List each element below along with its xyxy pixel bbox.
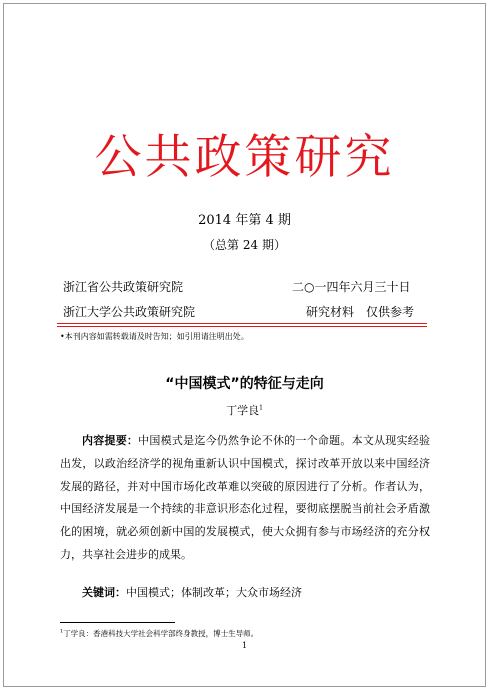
total-issue-number: （总第 24 期） xyxy=(203,238,286,252)
footnote-text: 丁学良：香港科技大学社会科学部终身教授，博士生导师。 xyxy=(63,629,259,638)
footnote xyxy=(60,628,258,639)
keywords-text: 中国模式；体制改革；大众市场经济 xyxy=(126,586,302,599)
journal-title: 公共政策研究 xyxy=(94,130,395,185)
keywords-label: 关键词： xyxy=(82,586,126,599)
reprint-notice: •本刊内容如需转载请及时告知；如引用请注明出处。 xyxy=(60,332,249,341)
author-line xyxy=(0,402,489,418)
author-footnote-mark: 1 xyxy=(259,404,263,412)
red-divider-top xyxy=(57,323,427,324)
abstract-label: 内容提要： xyxy=(82,434,139,447)
abstract-text: 中国模式是迄今仍然争论不休的一个命题。本文从现实经验出发，以政治经济学的视角重新认识中国模式，探讨改革开放以来中国经济发展的路径，并对中国市场化改革难以突破的原因进行了分析。作者认为，中国经济发展是一个持续的非意识形态化过程，要彻底摆脱当前社会矛盾激化的困境，就必须创新中国的发展模式，使大众拥有参与市场经济的充分权力，共享社会进步的成果。 xyxy=(60,434,431,561)
author-name: 丁学良 xyxy=(226,404,260,417)
publisher-org-1: 浙江省公共政策研究院 xyxy=(63,280,184,294)
abstract xyxy=(60,430,430,567)
article-title: “中国模式”的特征与走向 xyxy=(165,376,324,392)
issue-number: 2014 年第 4 期 xyxy=(198,213,291,228)
footnote-rule xyxy=(60,622,175,623)
publish-date: 二○一四年六月三十日 xyxy=(292,280,411,294)
reference-note: 研究材料 仅供参考 xyxy=(306,305,415,319)
keywords xyxy=(82,584,302,600)
page-number: 1 xyxy=(241,641,248,650)
red-divider-bottom xyxy=(57,326,427,327)
footnote-mark: 1 xyxy=(60,628,64,635)
publisher-org-2: 浙江大学公共政策研究院 xyxy=(63,305,196,319)
